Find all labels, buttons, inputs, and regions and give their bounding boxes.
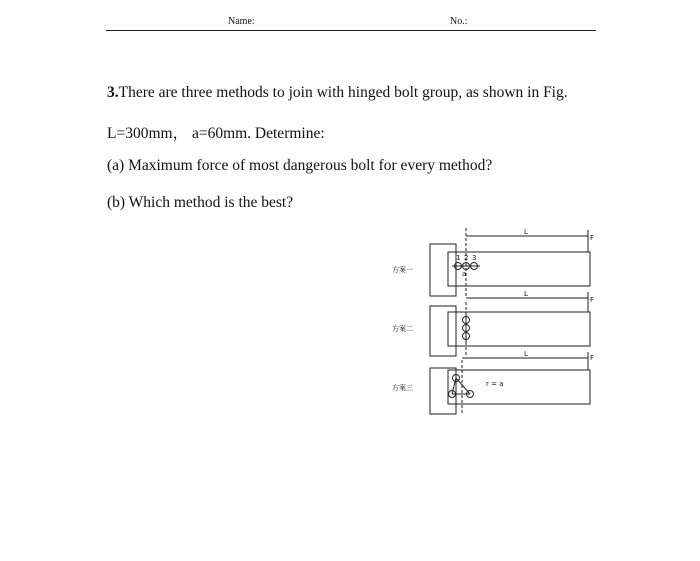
- dimension-L-3: L: [524, 350, 528, 358]
- question-b: (b) Which method is the best?: [107, 194, 294, 211]
- bolt-number-2: 2: [464, 254, 469, 262]
- name-label: Name:: [228, 16, 255, 27]
- problem-number: 3.: [107, 84, 119, 101]
- support-plate-2: [430, 306, 456, 356]
- force-F-2: F: [590, 296, 595, 304]
- bolt-group-figure: [390, 222, 600, 418]
- method-2-label: 方案二: [392, 325, 413, 333]
- problem-text: There are three methods to join with hinged bolt group, as shown in Fig.: [118, 84, 568, 101]
- dimension-L-1: L: [524, 228, 528, 236]
- question-a: (a) Maximum force of most dangerous bolt for every method?: [107, 157, 493, 174]
- number-label: No.:: [450, 16, 468, 27]
- bolt-number-3: 3: [472, 254, 477, 262]
- method-3-label: 方案三: [392, 384, 413, 392]
- beam-1: [448, 252, 590, 286]
- spacing-a-label: a: [462, 270, 467, 278]
- header-rule: [106, 30, 596, 31]
- dimension-L-2: L: [524, 290, 528, 298]
- bolt-number-1: 1: [456, 254, 461, 262]
- force-F-1: F: [590, 234, 595, 242]
- method-1-label: 方案一: [392, 266, 413, 274]
- problem-line-1: [107, 84, 568, 102]
- force-F-3: F: [590, 354, 595, 362]
- beam-3: [448, 370, 590, 404]
- radius-label: r = a: [486, 380, 504, 388]
- given-values: L=300mm， a=60mm. Determine:: [107, 125, 325, 142]
